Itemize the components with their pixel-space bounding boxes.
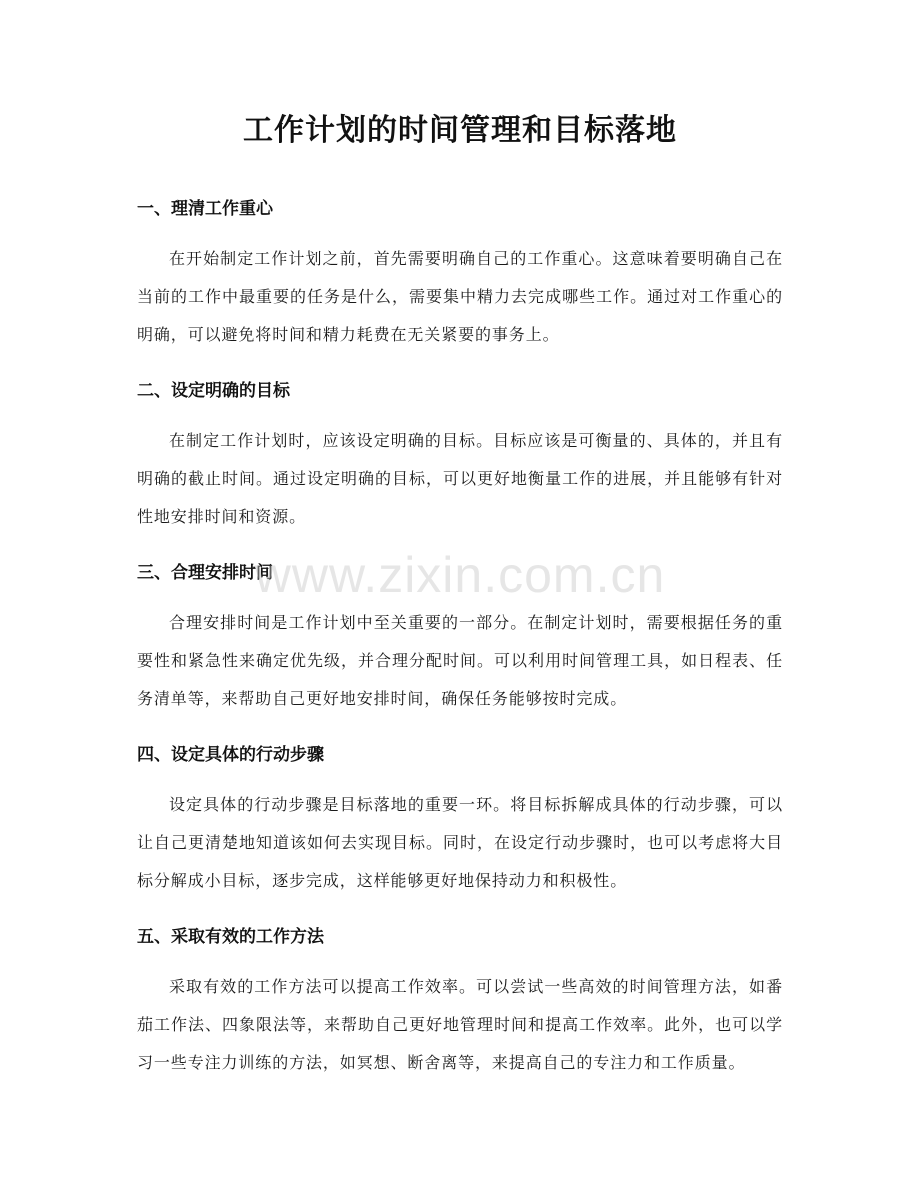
section-paragraph: 采取有效的工作方法可以提高工作效率。可以尝试一些高效的时间管理方法，如番茄工作法、四象限法等，来帮助自己更好地管理时间和提高工作效率。此外，也可以学习一些专注力训练的方法，如冥想、断舍离等，来提高自己的专注力和工作质量。: [137, 977, 783, 1072]
section-1: [137, 194, 783, 354]
section-2: [137, 376, 783, 536]
section-heading: 四、设定具体的行动步骤: [137, 745, 324, 765]
section-paragraph: 设定具体的行动步骤是目标落地的重要一环。将目标拆解成具体的行动步骤，可以让自己更清楚地知道该如何去实现目标。同时，在设定行动步骤时，也可以考虑将大目标分解成小目标，逐步完成，这样能够更好地保持动力和积极性。: [137, 795, 783, 890]
section-heading: 一、理清工作重心: [137, 199, 273, 219]
section-paragraph: 合理安排时间是工作计划中至关重要的一部分。在制定计划时，需要根据任务的重要性和紧急性来确定优先级，并合理分配时间。可以利用时间管理工具，如日程表、任务清单等，来帮助自己更好地安排时间，确保任务能够按时完成。: [137, 613, 783, 708]
section-heading: 五、采取有效的工作方法: [137, 927, 324, 947]
watermark: www.zixin.com.cn: [254, 547, 666, 603]
section-4: [137, 740, 783, 900]
section-paragraph: 在开始制定工作计划之前，首先需要明确自己的工作重心。这意味着要明确自己在当前的工作中最重要的任务是什么，需要集中精力去完成哪些工作。通过对工作重心的明确，可以避免将时间和精力耗费在无关紧要的事务上。: [137, 249, 783, 344]
section-heading: 三、合理安排时间: [137, 563, 273, 583]
section-heading: 二、设定明确的目标: [137, 381, 290, 401]
section-paragraph: 在制定工作计划时，应该设定明确的目标。目标应该是可衡量的、具体的，并且有明确的截止时间。通过设定明确的目标，可以更好地衡量工作的进展，并且能够有针对性地安排时间和资源。: [137, 431, 783, 526]
document-title: 工作计划的时间管理和目标落地: [243, 113, 677, 148]
section-5: [137, 922, 783, 1082]
section-3: [137, 558, 783, 718]
